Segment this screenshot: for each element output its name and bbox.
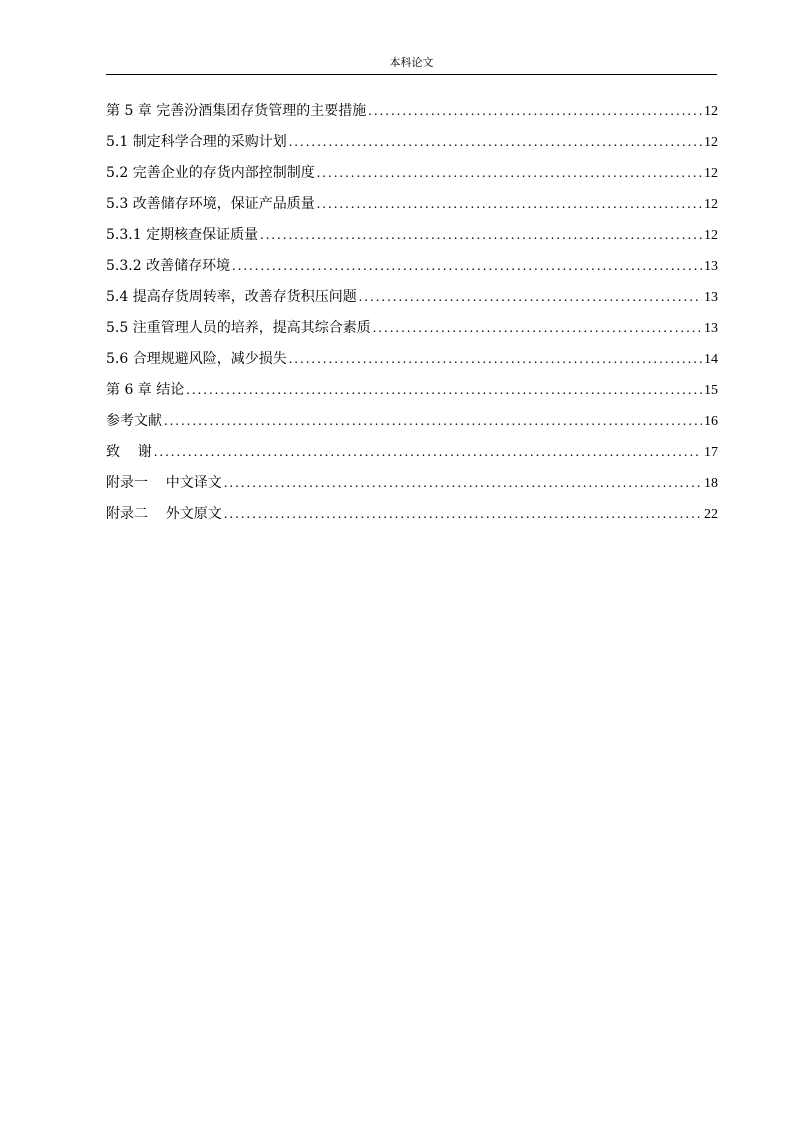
toc-entry-title: 第 6 章 结论 — [106, 382, 185, 398]
toc-entry-title: 第 5 章 完善汾酒集团存货管理的主要措施 — [106, 103, 367, 119]
toc-entry-title: 附录二 外文原文 — [106, 506, 222, 522]
toc-entry[interactable] — [106, 189, 718, 220]
toc-entry[interactable] — [106, 375, 718, 406]
toc-entry[interactable] — [106, 468, 718, 499]
toc-page-number: 15 — [704, 383, 718, 398]
toc-entry[interactable] — [106, 406, 718, 437]
toc-entry[interactable] — [106, 96, 718, 127]
toc-entry[interactable] — [106, 251, 718, 282]
toc-dot-leader — [224, 499, 702, 530]
toc-dot-leader — [186, 375, 702, 406]
toc-entry[interactable] — [106, 313, 718, 344]
toc-entry[interactable] — [106, 499, 718, 530]
toc-page-number: 12 — [704, 166, 718, 181]
toc-entry[interactable] — [106, 220, 718, 251]
toc-page-number: 17 — [704, 445, 718, 460]
toc-dot-leader — [224, 468, 702, 499]
toc-page-number: 12 — [704, 228, 718, 243]
toc-page-number: 13 — [704, 290, 718, 305]
toc-dot-leader — [154, 437, 702, 468]
toc-dot-leader — [359, 282, 702, 313]
toc-dot-leader — [317, 158, 702, 189]
toc-entry-title: 5.4 提高存货周转率，改善存货积压问题 — [106, 289, 357, 305]
toc-entry[interactable] — [106, 344, 718, 375]
toc-dot-leader — [373, 313, 702, 344]
toc-entry[interactable] — [106, 437, 718, 468]
toc-dot-leader — [232, 251, 702, 282]
toc-page-number: 14 — [704, 352, 718, 367]
toc-dot-leader — [289, 344, 702, 375]
toc-dot-leader — [260, 220, 702, 251]
toc-entry[interactable] — [106, 127, 718, 158]
toc-entry[interactable] — [106, 282, 718, 313]
toc-page-number: 16 — [704, 414, 718, 429]
toc-entry-title: 5.5 注重管理人员的培养，提高其综合素质 — [106, 320, 371, 336]
toc-entry-title: 附录一 中文译文 — [106, 475, 222, 491]
toc-entry-title: 致 谢 — [106, 444, 152, 460]
toc-entry-title: 5.3 改善储存环境，保证产品质量 — [106, 196, 315, 212]
toc-page-number: 12 — [704, 135, 718, 150]
page-header — [106, 56, 717, 75]
toc-page-number: 22 — [704, 507, 718, 522]
header-title: 本科论文 — [389, 56, 434, 69]
toc-dot-leader — [368, 96, 702, 127]
toc-entry[interactable] — [106, 158, 718, 189]
toc-page-number: 13 — [704, 259, 718, 274]
toc-page-number: 13 — [704, 321, 718, 336]
toc-page-number: 12 — [704, 197, 718, 212]
toc-page-number: 18 — [704, 476, 718, 491]
toc-entry-title: 5.2 完善企业的存货内部控制制度 — [106, 165, 315, 181]
table-of-contents — [106, 96, 718, 530]
toc-dot-leader — [289, 127, 702, 158]
toc-entry-title: 5.3.1 定期核查保证质量 — [106, 227, 259, 243]
toc-page-number: 12 — [704, 104, 718, 119]
toc-entry-title: 5.1 制定科学合理的采购计划 — [106, 134, 287, 150]
toc-dot-leader — [317, 189, 702, 220]
toc-entry-title: 5.3.2 改善储存环境 — [106, 258, 231, 274]
toc-dot-leader — [164, 406, 702, 437]
toc-entry-title: 5.6 合理规避风险，减少损失 — [106, 351, 287, 367]
toc-entry-title: 参考文献 — [106, 413, 162, 429]
